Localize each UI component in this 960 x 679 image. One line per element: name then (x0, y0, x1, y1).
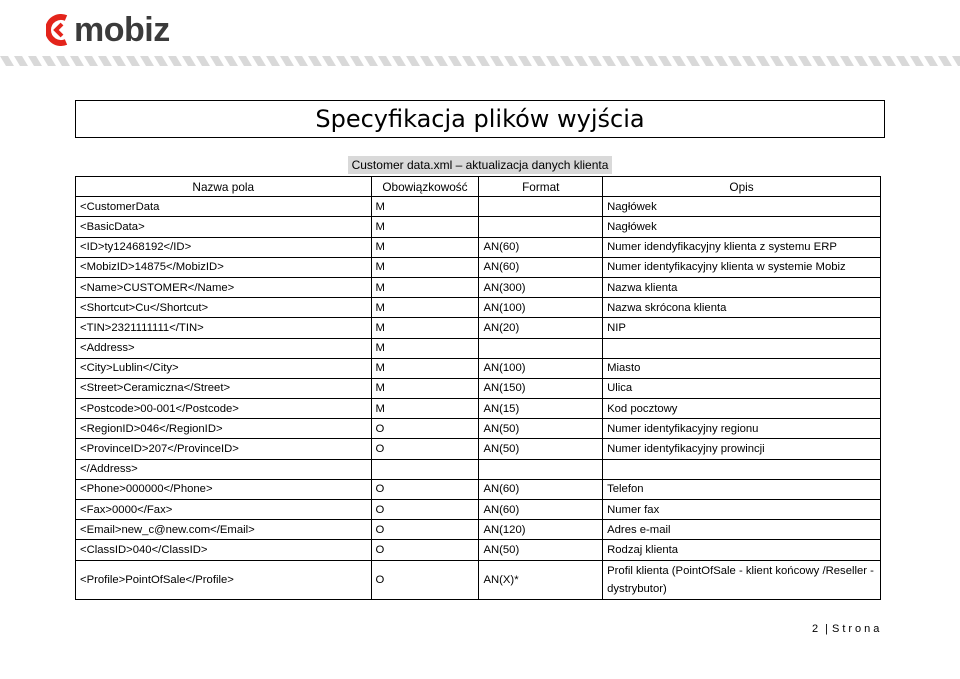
description-cell: Nazwa klienta (603, 277, 881, 297)
mandatory-cell: O (371, 439, 479, 459)
format-cell: AN(150) (479, 378, 603, 398)
description-cell: Kod pocztowy (603, 399, 881, 419)
page-header (0, 0, 960, 70)
mandatory-cell: M (371, 197, 479, 217)
mandatory-cell: M (371, 298, 479, 318)
description-cell: Miasto (603, 358, 881, 378)
header-field-name: Nazwa pola (76, 177, 372, 197)
page-label: Strona (831, 623, 883, 635)
format-cell (479, 338, 603, 358)
field-cell: <Shortcut>Cu</Shortcut> (76, 298, 372, 318)
mandatory-cell: M (371, 378, 479, 398)
mandatory-cell: M (371, 318, 479, 338)
table-row (76, 358, 881, 378)
mobiz-logo-icon (46, 14, 72, 46)
page-number: 2 (812, 623, 822, 635)
table-row (76, 459, 881, 479)
description-cell: Rodzaj klienta (603, 540, 881, 560)
logo-text: mobiz (74, 11, 170, 49)
table-row (76, 197, 881, 217)
mandatory-cell: M (371, 217, 479, 237)
footer-separator: | (825, 623, 828, 635)
format-cell: AN(60) (479, 237, 603, 257)
table-row (76, 237, 881, 257)
table-row (76, 338, 881, 358)
description-cell: Numer identyfikacyjny klienta w systemie Mobiz (603, 257, 881, 277)
description-cell: Profil klienta (PointOfSale - klient końcowy /Reseller - dystrybutor) (603, 560, 881, 599)
table-row (76, 540, 881, 560)
field-cell: <Profile>PointOfSale</Profile> (76, 560, 372, 599)
mandatory-cell (371, 459, 479, 479)
mandatory-cell: M (371, 399, 479, 419)
field-cell: <Postcode>00-001</Postcode> (76, 399, 372, 419)
mobiz-logo (46, 12, 170, 48)
page-footer (812, 623, 882, 635)
format-cell: AN(50) (479, 540, 603, 560)
format-cell (479, 217, 603, 237)
description-cell: Telefon (603, 479, 881, 499)
table-row (76, 298, 881, 318)
mandatory-cell: O (371, 520, 479, 540)
format-cell: AN(20) (479, 318, 603, 338)
table-row (76, 520, 881, 540)
format-cell (479, 459, 603, 479)
description-cell: Numer idendyfikacyjny klienta z systemu ERP (603, 237, 881, 257)
field-cell: <RegionID>046</RegionID> (76, 419, 372, 439)
format-cell: AN(60) (479, 257, 603, 277)
format-cell: AN(60) (479, 479, 603, 499)
table-row (76, 378, 881, 398)
table-header-row (76, 177, 881, 197)
table-row (76, 479, 881, 499)
mandatory-cell: O (371, 419, 479, 439)
mandatory-cell: O (371, 540, 479, 560)
mandatory-cell: O (371, 479, 479, 499)
table-row (76, 217, 881, 237)
field-cell: </Address> (76, 459, 372, 479)
description-cell: Nagłówek (603, 197, 881, 217)
field-cell: <Street>Ceramiczna</Street> (76, 378, 372, 398)
format-cell: AN(60) (479, 500, 603, 520)
format-cell: AN(X)* (479, 560, 603, 599)
mandatory-cell: M (371, 358, 479, 378)
description-cell: Adres e-mail (603, 520, 881, 540)
format-cell: AN(100) (479, 298, 603, 318)
description-cell: Numer identyfikacyjny prowincji (603, 439, 881, 459)
table-subtitle: Customer data.xml – aktualizacja danych klienta (348, 156, 613, 174)
header-mandatory: Obowiązkowość (371, 177, 479, 197)
header-stripe (0, 56, 960, 66)
field-cell: <ID>ty12468192</ID> (76, 237, 372, 257)
field-cell: <Phone>000000</Phone> (76, 479, 372, 499)
subtitle-wrap (0, 156, 960, 174)
description-cell: Numer fax (603, 500, 881, 520)
format-cell: AN(50) (479, 419, 603, 439)
table-row (76, 439, 881, 459)
format-cell: AN(300) (479, 277, 603, 297)
description-cell: NIP (603, 318, 881, 338)
table-row (76, 560, 881, 599)
mandatory-cell: M (371, 257, 479, 277)
format-cell: AN(15) (479, 399, 603, 419)
document-title: Specyfikacja plików wyjścia (315, 105, 645, 133)
table-row (76, 399, 881, 419)
description-cell: Numer identyfikacyjny regionu (603, 419, 881, 439)
table-row (76, 277, 881, 297)
mandatory-cell: M (371, 338, 479, 358)
field-cell: <City>Lublin</City> (76, 358, 372, 378)
field-cell: <MobizID>14875</MobizID> (76, 257, 372, 277)
spec-table (75, 176, 881, 600)
header-description: Opis (603, 177, 881, 197)
description-cell: Ulica (603, 378, 881, 398)
field-cell: <Fax>0000</Fax> (76, 500, 372, 520)
table-row (76, 318, 881, 338)
format-cell: AN(120) (479, 520, 603, 540)
mandatory-cell: O (371, 560, 479, 599)
field-cell: <ProvinceID>207</ProvinceID> (76, 439, 372, 459)
field-cell: <CustomerData (76, 197, 372, 217)
mandatory-cell: M (371, 237, 479, 257)
table-row (76, 257, 881, 277)
field-cell: <Address> (76, 338, 372, 358)
header-format: Format (479, 177, 603, 197)
field-cell: <TIN>2321111111</TIN> (76, 318, 372, 338)
document-title-box (75, 100, 885, 138)
field-cell: <BasicData> (76, 217, 372, 237)
description-cell (603, 459, 881, 479)
description-cell: Nazwa skrócona klienta (603, 298, 881, 318)
table-row (76, 500, 881, 520)
format-cell: AN(50) (479, 439, 603, 459)
format-cell (479, 197, 603, 217)
format-cell: AN(100) (479, 358, 603, 378)
table-row (76, 419, 881, 439)
description-cell: Nagłówek (603, 217, 881, 237)
field-cell: <Email>new_c@new.com</Email> (76, 520, 372, 540)
mandatory-cell: O (371, 500, 479, 520)
field-cell: <ClassID>040</ClassID> (76, 540, 372, 560)
description-cell (603, 338, 881, 358)
field-cell: <Name>CUSTOMER</Name> (76, 277, 372, 297)
mandatory-cell: M (371, 277, 479, 297)
